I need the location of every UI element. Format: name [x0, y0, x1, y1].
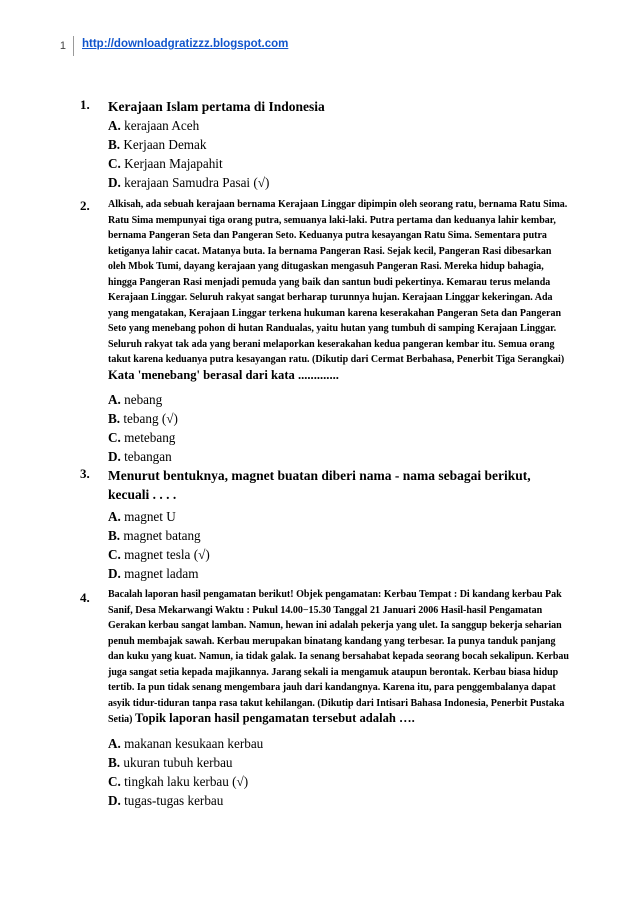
question-text: Kerajaan Islam pertama di Indonesia: [108, 99, 325, 114]
option-c[interactable]: C. metebang: [108, 430, 176, 445]
options-list: [108, 390, 570, 466]
option-d[interactable]: D. kerajaan Samudra Pasai (√): [108, 175, 270, 190]
option-c[interactable]: C. Kerjaan Majapahit: [108, 156, 223, 171]
question-text: Kata 'menebang' berasal dari kata .............: [108, 367, 339, 382]
option-a[interactable]: A. magnet U: [108, 509, 176, 524]
option-b[interactable]: B. ukuran tubuh kerbau: [108, 754, 233, 770]
option-d[interactable]: D. tugas-tugas kerbau: [108, 792, 224, 808]
question-number: 2.: [80, 198, 90, 213]
option-b[interactable]: B. tebang (√): [108, 411, 178, 426]
option-a[interactable]: A. nebang: [108, 392, 163, 407]
page-number: 1: [59, 40, 66, 52]
options-list: [108, 507, 570, 583]
option-a[interactable]: A. kerajaan Aceh: [108, 118, 200, 133]
question-passage: [108, 197, 570, 384]
header-divider: [73, 36, 74, 56]
passage-text: Bacalah laporan hasil pengamatan berikut! Objek pengamatan: Kerbau Tempat : Di kandang kerbau Pak Sanif, Desa Mekarwangi Waktu : Pukul 14.00−15.30 Tanggal 21 Januari 2006 Hasil-hasil Pengamatan Gerakan kerbau sangat lamban. Namun, hewan ini adalah pekerja yang ulet. Ia sanggup bekerja seharian penuh membajak sawah. Kerbau merupakan binatang kandang yang terbesar. Ia punya tanduk panjang dan kuku yang kuat. Namun, ia tidak galak. Ia senang bersahabat kepada seorang bocah sekalipun. Kerbau juga sangat setia kepada majikannya. Jarang sekali ia mengamuk ataupun berontak. Kerbau biasa hidup tertib. Ia pun tidak senang mengembara jauh dari kandangnya. Karena itu, para penggembalanya dapat asyik tidur-tiduran tanpa rasa takut kehilangan. (Dikutip dari Intisari Bahasa Indonesia, Penerbit Pustaka Setia): [108, 589, 569, 725]
option-c[interactable]: C. magnet tesla (√): [108, 547, 210, 562]
question-number: 1.: [80, 97, 90, 112]
options-list: [108, 116, 570, 192]
question-text: Topik laporan hasil pengamatan tersebut adalah ….: [134, 711, 415, 725]
question-number: 3.: [80, 466, 90, 481]
option-a[interactable]: A. makanan kesukaan kerbau: [108, 735, 264, 751]
question-number: 4.: [80, 590, 90, 605]
option-c[interactable]: C. tingkah laku kerbau (√): [108, 773, 249, 789]
option-b[interactable]: B. magnet batang: [108, 528, 201, 543]
header-url-link[interactable]: http://downloadgratizzz.blogspot.com: [82, 38, 289, 50]
option-d[interactable]: D. tebangan: [108, 449, 172, 464]
question-text: Menurut bentuknya, magnet buatan diberi nama - nama sebagai berikut, kecuali . . . .: [108, 468, 531, 502]
page-header: [0, 36, 289, 56]
options-list: [108, 734, 570, 810]
question-passage: [108, 587, 570, 728]
option-d[interactable]: D. magnet ladam: [108, 566, 199, 581]
passage-text: Alkisah, ada sebuah kerajaan bernama Kerajaan Linggar dipimpin oleh seorang ratu, bernama Ratu Sima. Ratu Sima mempunyai tiga orang putra, semuanya laki-laki. Putra pertama dan keduanya lahir kembar, bernama Pangeran Seta dan Pangeran Seto. Keduanya putra kesayangan Ratu Sima. Sementara putra ketiganya lahir cacat. Matanya buta. Ia bernama Pangeran Rasi. Sejak kecil, Pangeran Rasi dibesarkan oleh Mbok Tumi, dayang kerajaan yang ditugaskan mengasuh Pangeran Rasi. Mereka hidup bahagia, hingga Pangeran Rasi menjadi pemuda yang baik dan santun budi pekertinya. Kemarau terus melanda Kerajaan Linggar. Seluruh rakyat sangat berharap turunnya hujan. Kerajaan Linggar kekeringan. Ada yang mengatakan, Kerajaan Linggar terkena hukuman karena keserakahan Pangeran Seta dan Pangeran Seto yang menebang pohon di hutan Randualas, yaitu hutan yang tumbuh di samping Kerajaan Linggar. Seluruh rakyat tak ada yang berani melaporkan keserakahan kedua pangeran kembar itu. Semua orang takut karena keduanya putra kesayangan ratu. (Dikutip dari Cermat Berbahasa, Penerbit Tiga Serangkai): [108, 199, 568, 365]
option-b[interactable]: B. Kerjaan Demak: [108, 137, 207, 152]
